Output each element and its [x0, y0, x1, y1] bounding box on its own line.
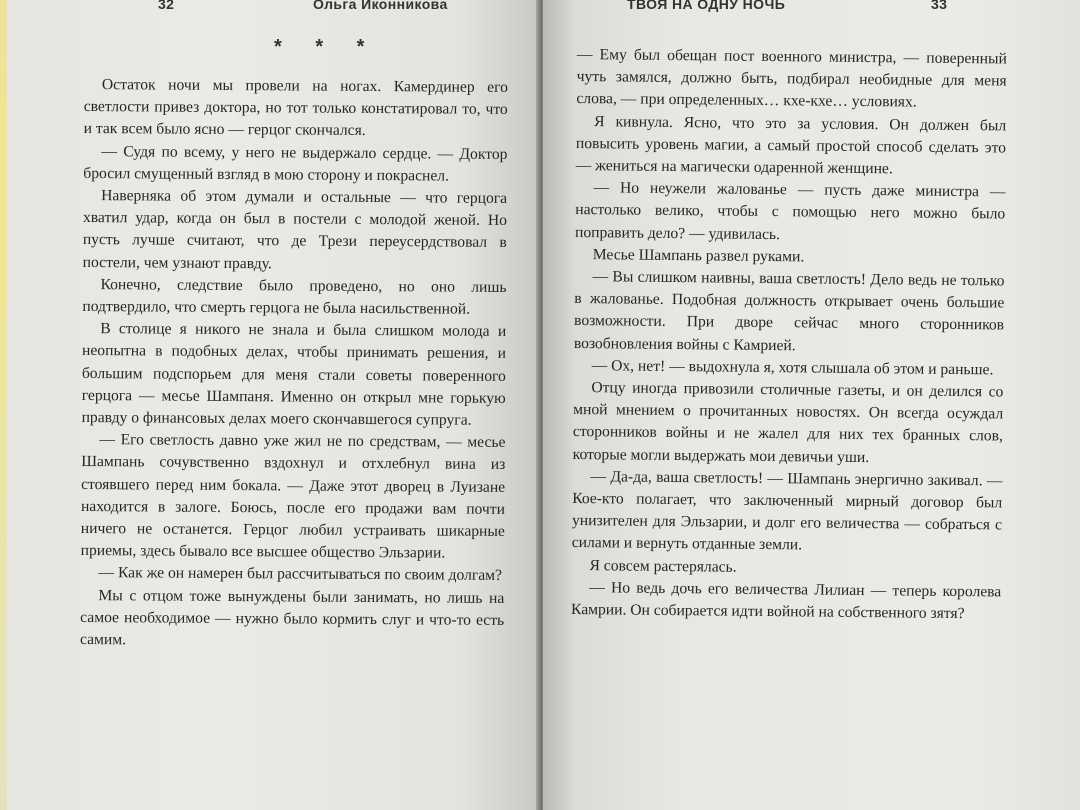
paragraph: Наверняка об этом думали и остальные — что герцога хватил удар, когда он был в постели с молодой женой. Но пусть лучше считают, что де Трези переусердствовал в постели, чем узнают правду.	[82, 187, 508, 272]
right-page-number: 33	[931, 0, 948, 12]
right-page-text	[571, 44, 1007, 626]
left-running-header	[0, 0, 541, 16]
paragraph: Я совсем растерялась.	[589, 556, 737, 576]
paragraph: В столице я никого не знала и была слишком молода и неопытна в подобных делах, чтобы принимать решения, и большим подспорьем для меня стали советы поверенного герцога — месье Шампаня. Именно он открыл мне горькую правду о финансовых делах моего скончавшегося супруга.	[81, 320, 507, 429]
left-running-head-author: Ольга Иконникова	[313, 0, 448, 12]
paragraph: — Судя по всему, у него не выдержало сердце. — Доктор бросил смущенный взгляд в мою сторону и покраснел.	[83, 142, 508, 185]
paragraph: — Ему был обещан пост военного министра, — поверенный чуть замялся, должно быть, подбирал необидные для меня слова, — при определенных… кхе-кхе… условиях.	[576, 45, 1007, 111]
paragraph: Месье Шампань развел руками.	[592, 246, 805, 266]
left-page-number: 32	[158, 0, 175, 12]
yellow-bookmark-edge	[0, 0, 7, 810]
paragraph: — Ох, нет! — выдохнула я, хотя слышала об этом и раньше.	[591, 357, 994, 379]
paragraph: Я кивнула. Ясно, что это за условия. Он должен был повысить уровень магии, а самый простой способ сделать это — жениться на магически одаренной женщине.	[575, 112, 1007, 178]
paragraph: Конечно, следствие было проведено, но оно лишь подтвердило, что смерть герцога не была насильственной.	[82, 275, 507, 318]
paragraph: — Но неужели жалованье — пусть даже министра — настолько велико, чтобы с помощью него можно было поправить дело? — удивилась.	[574, 179, 1006, 243]
paragraph: — Его светлость давно уже жил не по средствам, — месье Шампань сочувственно вздохнул и отхлебнул вина из стоявшего перед ним бокала. — Даже этот дворец в Луизане находится в залоге. Боюсь, после его продажи вам почти ничего не останется. Герцог любил устраивать шикарные приемы, здесь бывало все высшее общество Эльзарии.	[80, 431, 506, 562]
right-running-header	[543, 0, 1080, 16]
paragraph: — Как же он намерен был рассчитываться по своим долгам?	[98, 564, 503, 585]
paragraph: Отцу иногда привозили столичные газеты, и он делился со мной мнением о прочитанных новостях. Он всегда осуждал сторонников войны и не жалел для них тех бранных слов, которые могли выдержать мои девичьи уши.	[572, 379, 1004, 466]
paragraph: — Но ведь дочь его величества Лилиан — теперь королева Камрии. Он собирается идти войной на собственного зятя?	[570, 579, 1002, 623]
section-break: * * *	[274, 36, 379, 58]
paragraph: Мы с отцом тоже вынуждены были занимать, но лишь на самое необходимое — нужно было кормить слуг и что-то есть самим.	[79, 586, 505, 649]
paragraph: — Вы слишком наивны, ваша светлость! Дело ведь не только в жалованье. Подобная должность открывает очень большие возможности. При дворе сейчас много сторонников возобновления войны с Камрией.	[573, 268, 1005, 354]
paragraph: Остаток ночи мы провели на ногах. Камердинер его светлости привез доктора, но тот только констатировал то, что и так всем было ясно — герцог скончался.	[83, 76, 508, 140]
paragraph: — Да-да, ваша светлость! — Шампань энергично закивал. — Кое-кто полагает, что заключенный мирный договор был унизителен для Эльзарии, и долг его величества — собраться с силами и вернуть отданные земли.	[571, 468, 1003, 554]
left-page-text	[80, 74, 508, 654]
right-running-head-title: ТВОЯ НА ОДНУ НОЧЬ	[627, 0, 786, 12]
